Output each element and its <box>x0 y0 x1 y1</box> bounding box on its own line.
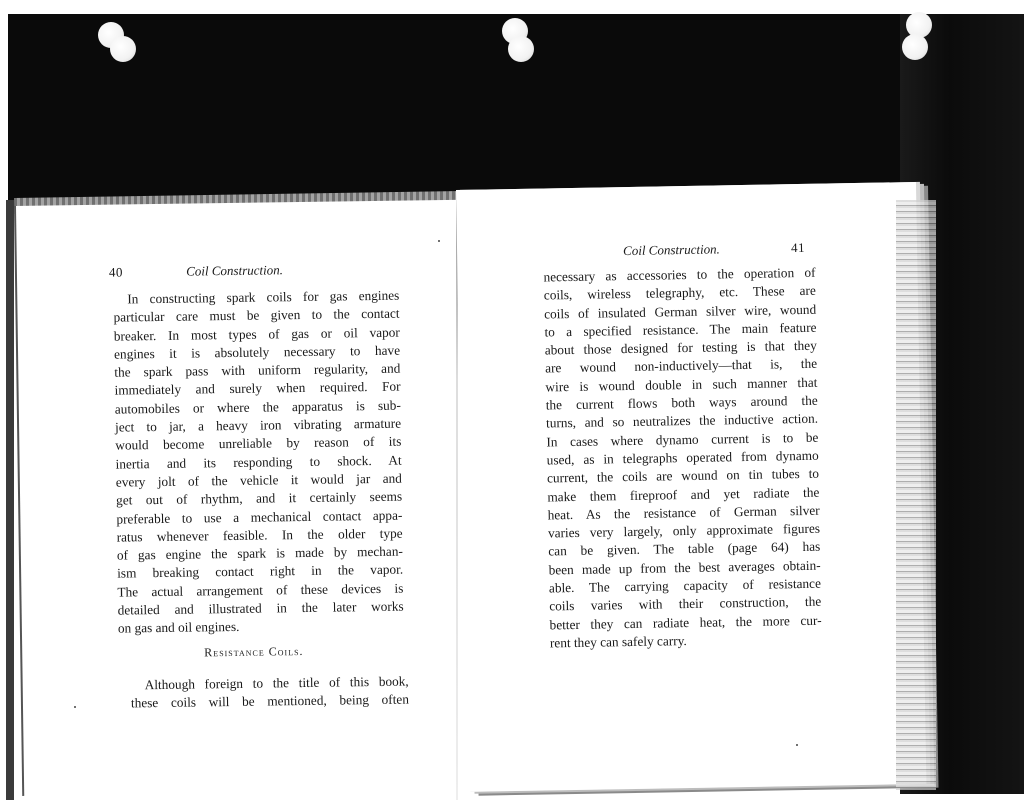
right-page <box>456 182 926 792</box>
scan-speck <box>796 744 798 746</box>
text-line: wire is wound double in such manner that <box>545 374 818 395</box>
text-line: the current flows both ways around the <box>545 392 818 413</box>
text-line: inertia and its responding to shock. At <box>115 452 402 472</box>
right-page-header <box>623 240 805 259</box>
text-line: ratus whenever feasible. In the older type <box>116 525 403 545</box>
text-line: make them fireproof and yet radiate the <box>547 484 820 505</box>
page-stack-edge <box>896 200 936 790</box>
text-line: every jolt of the vehicle it would jar and <box>115 470 402 490</box>
book-spine-edge <box>6 200 14 800</box>
clip-pin-left-lower <box>110 36 136 62</box>
text-line: coils, wireless telegraphy, etc. These are <box>543 283 816 303</box>
scan-speck <box>438 240 440 242</box>
left-page-header <box>109 262 283 280</box>
left-page-number: 40 <box>108 264 124 280</box>
text-line: ject to jar, a heavy iron vibrating armature <box>114 415 402 435</box>
text-line: In cases where dynamo current is to be <box>546 429 819 450</box>
text-line: Although foreign to the title of this book, <box>144 673 409 693</box>
text-line: necessary as accessories to the operation of <box>543 264 816 285</box>
text-line: The actual arrangement of these devices is <box>117 580 404 600</box>
right-running-title: Coil Construction. <box>622 241 720 259</box>
text-line: to a specified resistance. The main feature <box>544 319 817 340</box>
clip-pin-center-lower <box>508 36 534 62</box>
text-line: heat. As the resistance of German silver <box>547 502 820 523</box>
section-heading-resistance-coils: Resistance Coils. <box>204 644 304 660</box>
text-line: been made up from the best averages obtain- <box>548 557 821 578</box>
scan-speck <box>74 706 76 708</box>
text-line: used, as in telegraphs operated from dynamo <box>546 447 819 468</box>
text-line: particular care must be given to the contact <box>113 305 400 325</box>
text-line: immediately and surely when required. For <box>114 379 401 399</box>
text-line: would become unreliable by reason of its <box>115 433 402 453</box>
text-line: current, the coils are wound on tin tubes to <box>546 465 820 486</box>
text-line: able. The carrying capacity of resistance <box>548 575 822 596</box>
right-paragraph <box>543 264 822 653</box>
left-running-title: Coil Construction. <box>186 262 284 279</box>
text-line: In constructing spark coils for gas engines <box>127 287 400 307</box>
right-page-number: 41 <box>790 239 806 256</box>
left-page <box>14 200 472 796</box>
text-line: detailed and illustrated in the later works <box>117 598 404 618</box>
text-line: turns, and so neutralizes the inductive action. <box>545 411 819 431</box>
text-line: can be given. The table (page 64) has <box>548 539 821 559</box>
left-paragraph-2 <box>131 673 409 713</box>
text-line: varies very largely, only approximate figures <box>547 520 821 541</box>
text-line: these coils will be mentioned, being often <box>130 691 410 711</box>
text-line: preferable to use a mechanical contact appa- <box>116 507 403 527</box>
text-line: engines it is absolutely necessary to have <box>113 342 401 362</box>
text-line: ism breaking contact right in the vapor. <box>117 562 404 582</box>
clip-pin-right-lower <box>902 34 928 60</box>
text-line: are wound non-inductively—that is, the <box>544 356 818 376</box>
text-line: automobiles or where the apparatus is sub- <box>114 397 401 417</box>
text-line: get out of rhythm, and it certainly seems <box>116 488 403 508</box>
text-line: the spark pass with uniform regularity, and <box>114 360 401 380</box>
left-paragraph-1 <box>113 287 404 639</box>
text-line: of gas engine the spark is made by mechan- <box>116 543 403 563</box>
text-line: about those designed for testing is that they <box>544 337 817 358</box>
text-line: breaker. In most types of gas or oil vapor <box>113 324 400 344</box>
text-line: coils varies with their construction, the <box>549 594 822 614</box>
text-line: rent they can safely carry. <box>549 632 687 651</box>
text-line: on gas and oil engines. <box>117 619 240 636</box>
text-line: coils of insulated German silver wire, wound <box>544 301 817 322</box>
text-line: better they can radiate heat, the more cur- <box>549 612 822 633</box>
